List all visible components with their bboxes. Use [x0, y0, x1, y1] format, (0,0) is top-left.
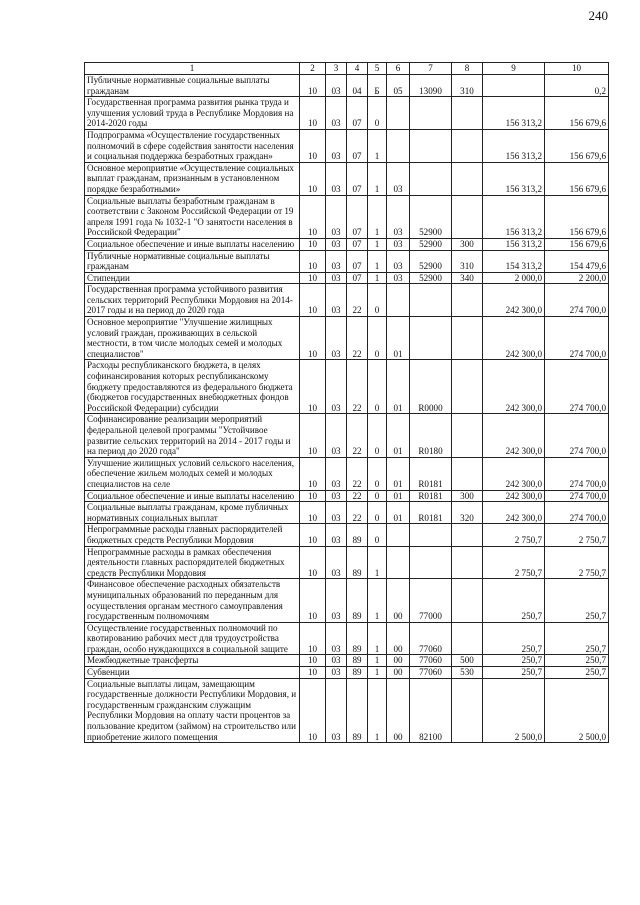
table-row — [85, 490, 609, 502]
header-cell: 9 — [483, 63, 545, 75]
code-cell: 03 — [326, 579, 347, 622]
code-cell: 530 — [452, 667, 483, 679]
code-cell — [452, 457, 483, 490]
table-row — [85, 284, 609, 317]
code-cell: 01 — [387, 360, 410, 414]
amount-cell: 274 700,0 — [545, 360, 609, 414]
code-cell: 03 — [326, 414, 347, 457]
code-cell: 77000 — [410, 579, 452, 622]
code-cell: 77060 — [410, 655, 452, 667]
code-cell: 00 — [387, 667, 410, 679]
code-cell — [452, 284, 483, 317]
amount-cell: 250,7 — [483, 579, 545, 622]
code-cell: 89 — [347, 667, 368, 679]
code-cell: 01 — [387, 414, 410, 457]
amount-cell: 274 700,0 — [545, 317, 609, 360]
code-cell: 1 — [368, 238, 387, 250]
code-cell: 1 — [368, 195, 387, 238]
amount-cell: 250,7 — [545, 667, 609, 679]
row-name-cell: Осуществление государственных полномочий по квотированию рабочих мест для трудоустройства граждан, особо нуждающихся в социальной защите — [85, 622, 300, 655]
row-name-cell: Публичные нормативные социальные выплаты гражданам — [85, 250, 300, 272]
table-row — [85, 129, 609, 162]
code-cell: 10 — [300, 502, 326, 524]
code-cell: 22 — [347, 360, 368, 414]
header-row — [85, 63, 609, 75]
code-cell — [452, 195, 483, 238]
code-cell: 22 — [347, 414, 368, 457]
code-cell — [452, 622, 483, 655]
code-cell: 0 — [368, 317, 387, 360]
code-cell: 03 — [326, 75, 347, 97]
code-cell: 1 — [368, 162, 387, 195]
row-name-cell: Социальные выплаты лицам, замещающим государственные должности Республики Мордовия, и государственным гражданским служащим Республики Мордовия на оплату части процентов за пользование кредитом (займом) на строительство или приобретение жилого помещения — [85, 678, 300, 743]
table-row — [85, 655, 609, 667]
code-cell: 0 — [368, 360, 387, 414]
table-row — [85, 678, 609, 743]
code-cell: 10 — [300, 97, 326, 130]
code-cell: 0 — [368, 502, 387, 524]
table-row — [85, 250, 609, 272]
code-cell: 03 — [326, 678, 347, 743]
amount-cell: 242 300,0 — [483, 317, 545, 360]
code-cell: 10 — [300, 238, 326, 250]
code-cell: 03 — [326, 284, 347, 317]
code-cell: 89 — [347, 622, 368, 655]
table-row — [85, 579, 609, 622]
code-cell: 1 — [368, 655, 387, 667]
row-name-cell: Социальные выплаты гражданам, кроме публичных нормативных социальных выплат — [85, 502, 300, 524]
table-row — [85, 238, 609, 250]
code-cell: 89 — [347, 524, 368, 546]
table-row — [85, 667, 609, 679]
code-cell: 1 — [368, 622, 387, 655]
row-name-cell: Стипендии — [85, 272, 300, 284]
amount-cell: 250,7 — [545, 622, 609, 655]
amount-cell: 156 679,6 — [545, 238, 609, 250]
code-cell: 1 — [368, 546, 387, 579]
table-row — [85, 524, 609, 546]
amount-cell: 2 750,7 — [483, 546, 545, 579]
table-body — [85, 75, 609, 743]
row-name-cell: Расходы республиканского бюджета, в целях софинансирования которых республиканскому бюджету предоставляются из федерального бюджета (бюджетов государственных внебюджетных фондов Российской Федерации) субсидии — [85, 360, 300, 414]
code-cell: 22 — [347, 284, 368, 317]
table-row — [85, 317, 609, 360]
header-cell: 1 — [85, 63, 300, 75]
code-cell: 03 — [326, 622, 347, 655]
code-cell: 10 — [300, 250, 326, 272]
row-name-cell: Межбюджетные трансферты — [85, 655, 300, 667]
code-cell: 03 — [326, 667, 347, 679]
code-cell: 03 — [326, 457, 347, 490]
row-name-cell: Социальное обеспечение и иные выплаты населению — [85, 490, 300, 502]
header-cell: 3 — [326, 63, 347, 75]
code-cell: 07 — [347, 129, 368, 162]
code-cell: 10 — [300, 75, 326, 97]
code-cell — [452, 579, 483, 622]
code-cell: 03 — [387, 250, 410, 272]
code-cell: 77060 — [410, 622, 452, 655]
code-cell: 0 — [368, 414, 387, 457]
header-cell: 10 — [545, 63, 609, 75]
code-cell: 07 — [347, 238, 368, 250]
code-cell: 03 — [387, 238, 410, 250]
code-cell: 10 — [300, 490, 326, 502]
code-cell: 0 — [368, 457, 387, 490]
amount-cell: 2 750,7 — [545, 524, 609, 546]
code-cell: 1 — [368, 129, 387, 162]
code-cell: 52900 — [410, 238, 452, 250]
code-cell: 300 — [452, 238, 483, 250]
row-name-cell: Социальное обеспечение и иные выплаты населению — [85, 238, 300, 250]
table-row — [85, 360, 609, 414]
code-cell: 22 — [347, 317, 368, 360]
code-cell — [410, 524, 452, 546]
code-cell: 89 — [347, 655, 368, 667]
page-number: 240 — [588, 8, 608, 23]
code-cell: 52900 — [410, 250, 452, 272]
code-cell: 500 — [452, 655, 483, 667]
code-cell: 10 — [300, 129, 326, 162]
amount-cell: 2 500,0 — [545, 678, 609, 743]
code-cell: 03 — [326, 524, 347, 546]
code-cell: 52900 — [410, 272, 452, 284]
code-cell: 00 — [387, 622, 410, 655]
amount-cell: 2 500,0 — [483, 678, 545, 743]
code-cell: 01 — [387, 317, 410, 360]
amount-cell: 242 300,0 — [483, 360, 545, 414]
header-cell: 4 — [347, 63, 368, 75]
amount-cell: 2 200,0 — [545, 272, 609, 284]
code-cell: 82100 — [410, 678, 452, 743]
code-cell: 03 — [326, 272, 347, 284]
amount-cell: 274 700,0 — [545, 414, 609, 457]
code-cell: 10 — [300, 284, 326, 317]
code-cell: 52900 — [410, 195, 452, 238]
row-name-cell: Государственная программа развития рынка труда и улучшения условий труда в Республике Мордовия на 2014-2020 годы — [85, 97, 300, 130]
row-name-cell: Социальные выплаты безработным гражданам в соответствии с Законом Российской Федерации от 19 апреля 1991 года № 1032-1 "О занятости населения в Российской Федерации" — [85, 195, 300, 238]
code-cell: 77060 — [410, 667, 452, 679]
code-cell: R0181 — [410, 457, 452, 490]
code-cell: 22 — [347, 457, 368, 490]
code-cell — [452, 162, 483, 195]
table-row — [85, 195, 609, 238]
table-row — [85, 75, 609, 97]
header-cell: 2 — [300, 63, 326, 75]
amount-cell: 156 679,6 — [545, 97, 609, 130]
code-cell — [410, 162, 452, 195]
header-cell: 6 — [387, 63, 410, 75]
code-cell — [410, 546, 452, 579]
amount-cell: 0,2 — [545, 75, 609, 97]
code-cell — [410, 317, 452, 360]
row-name-cell: Основное мероприятие «Осуществление социальных выплат гражданам, признанным в установленном порядке безработными» — [85, 162, 300, 195]
code-cell: 07 — [347, 162, 368, 195]
code-cell: 07 — [347, 272, 368, 284]
amount-cell: 274 700,0 — [545, 502, 609, 524]
code-cell: 03 — [326, 250, 347, 272]
code-cell: 10 — [300, 546, 326, 579]
row-name-cell: Публичные нормативные социальные выплаты гражданам — [85, 75, 300, 97]
amount-cell: 154 313,2 — [483, 250, 545, 272]
amount-cell: 154 479,6 — [545, 250, 609, 272]
code-cell: 10 — [300, 622, 326, 655]
code-cell: 00 — [387, 678, 410, 743]
table-row — [85, 97, 609, 130]
row-name-cell: Непрограммные расходы главных распорядителей бюджетных средств Республики Мордовия — [85, 524, 300, 546]
amount-cell: 156 313,2 — [483, 195, 545, 238]
code-cell: 0 — [368, 284, 387, 317]
code-cell: R0180 — [410, 414, 452, 457]
code-cell: 0 — [368, 490, 387, 502]
table-row — [85, 414, 609, 457]
amount-cell: 156 313,2 — [483, 162, 545, 195]
code-cell — [452, 97, 483, 130]
code-cell: 1 — [368, 667, 387, 679]
code-cell: 1 — [368, 250, 387, 272]
code-cell: 01 — [387, 490, 410, 502]
code-cell: 10 — [300, 579, 326, 622]
code-cell: 1 — [368, 272, 387, 284]
code-cell: 310 — [452, 75, 483, 97]
code-cell: 13090 — [410, 75, 452, 97]
amount-cell: 156 679,6 — [545, 195, 609, 238]
code-cell: 03 — [326, 546, 347, 579]
code-cell: 03 — [326, 360, 347, 414]
table-row — [85, 162, 609, 195]
code-cell: 89 — [347, 678, 368, 743]
code-cell: 10 — [300, 195, 326, 238]
code-cell: 03 — [326, 317, 347, 360]
code-cell: 10 — [300, 655, 326, 667]
code-cell: 00 — [387, 579, 410, 622]
code-cell: 89 — [347, 546, 368, 579]
amount-cell: 156 313,2 — [483, 238, 545, 250]
code-cell: 07 — [347, 195, 368, 238]
code-cell — [387, 284, 410, 317]
code-cell: R0181 — [410, 502, 452, 524]
code-cell — [410, 129, 452, 162]
header-cell: 8 — [452, 63, 483, 75]
code-cell: 03 — [387, 195, 410, 238]
code-cell: 07 — [347, 97, 368, 130]
code-cell: 10 — [300, 162, 326, 195]
row-name-cell: Подпрограмма «Осуществление государственных полномочий в сфере содействия занятости населения и социальная поддержка безработных граждан» — [85, 129, 300, 162]
code-cell: 10 — [300, 317, 326, 360]
amount-cell: 2 750,7 — [545, 546, 609, 579]
code-cell: 0 — [368, 524, 387, 546]
row-name-cell: Улучшение жилищных условий сельского населения, обеспечение жильем молодых семей и молодых специалистов на селе — [85, 457, 300, 490]
code-cell: 10 — [300, 414, 326, 457]
code-cell: 03 — [326, 195, 347, 238]
code-cell: 340 — [452, 272, 483, 284]
code-cell — [387, 524, 410, 546]
code-cell: R0181 — [410, 490, 452, 502]
code-cell: 04 — [347, 75, 368, 97]
code-cell: 01 — [387, 502, 410, 524]
amount-cell: 274 700,0 — [545, 490, 609, 502]
code-cell: R0000 — [410, 360, 452, 414]
code-cell — [452, 524, 483, 546]
code-cell: 00 — [387, 655, 410, 667]
amount-cell: 242 300,0 — [483, 502, 545, 524]
code-cell: 03 — [387, 272, 410, 284]
code-cell — [387, 129, 410, 162]
code-cell: 89 — [347, 579, 368, 622]
code-cell: 03 — [326, 238, 347, 250]
code-cell: 10 — [300, 360, 326, 414]
code-cell: 10 — [300, 667, 326, 679]
code-cell — [452, 317, 483, 360]
amount-cell: 274 700,0 — [545, 457, 609, 490]
table-row — [85, 502, 609, 524]
amount-cell: 156 313,2 — [483, 129, 545, 162]
amount-cell: 250,7 — [483, 622, 545, 655]
row-name-cell: Непрограммные расходы в рамках обеспечения деятельности главных распорядителей бюджетных средств Республики Мордовия — [85, 546, 300, 579]
code-cell: 01 — [387, 457, 410, 490]
code-cell: 03 — [326, 490, 347, 502]
code-cell: 10 — [300, 678, 326, 743]
table-row — [85, 546, 609, 579]
code-cell: 310 — [452, 250, 483, 272]
code-cell — [452, 129, 483, 162]
code-cell: 1 — [368, 579, 387, 622]
code-cell — [452, 546, 483, 579]
budget-table — [84, 62, 609, 743]
code-cell — [387, 97, 410, 130]
table-row — [85, 622, 609, 655]
code-cell: 320 — [452, 502, 483, 524]
code-cell: 10 — [300, 524, 326, 546]
code-cell: 03 — [326, 502, 347, 524]
code-cell: 0 — [368, 97, 387, 130]
code-cell: 300 — [452, 490, 483, 502]
amount-cell: 250,7 — [545, 579, 609, 622]
amount-cell — [483, 75, 545, 97]
code-cell — [452, 360, 483, 414]
row-name-cell: Софинансирование реализации мероприятий федеральной целевой программы "Устойчивое развитие сельских территорий на 2014 - 2017 годы и на период до 2020 года" — [85, 414, 300, 457]
amount-cell: 242 300,0 — [483, 490, 545, 502]
row-name-cell: Субвенции — [85, 667, 300, 679]
code-cell — [452, 678, 483, 743]
code-cell: 07 — [347, 250, 368, 272]
amount-cell: 250,7 — [483, 667, 545, 679]
code-cell: 03 — [326, 129, 347, 162]
header-cell: 5 — [368, 63, 387, 75]
code-cell: 22 — [347, 490, 368, 502]
code-cell: 03 — [326, 162, 347, 195]
code-cell: 1 — [368, 678, 387, 743]
row-name-cell: Основное мероприятие "Улучшение жилищных условий граждан, проживающих в сельской местности, в том числе молодых семей и молодых специалистов" — [85, 317, 300, 360]
amount-cell: 156 679,6 — [545, 129, 609, 162]
amount-cell: 250,7 — [483, 655, 545, 667]
amount-cell: 242 300,0 — [483, 457, 545, 490]
table-row — [85, 272, 609, 284]
code-cell — [452, 414, 483, 457]
amount-cell: 2 750,7 — [483, 524, 545, 546]
code-cell: 03 — [326, 97, 347, 130]
amount-cell: 242 300,0 — [483, 414, 545, 457]
code-cell: 03 — [326, 655, 347, 667]
code-cell — [410, 97, 452, 130]
amount-cell: 2 000,0 — [483, 272, 545, 284]
amount-cell: 156 313,2 — [483, 97, 545, 130]
code-cell: 10 — [300, 457, 326, 490]
code-cell: 22 — [347, 502, 368, 524]
table-row — [85, 457, 609, 490]
header-cell: 7 — [410, 63, 452, 75]
amount-cell: 242 300,0 — [483, 284, 545, 317]
code-cell — [410, 284, 452, 317]
amount-cell: 250,7 — [545, 655, 609, 667]
code-cell: 03 — [387, 162, 410, 195]
code-cell — [387, 546, 410, 579]
row-name-cell: Финансовое обеспечение расходных обязательств муниципальных образований по переданным для осуществления органам местного самоуправления государственным полномочиям — [85, 579, 300, 622]
code-cell: 05 — [387, 75, 410, 97]
row-name-cell: Государственная программа устойчивого развития сельских территорий Республики Мордовия на 2014-2017 годы и на период до 2020 года — [85, 284, 300, 317]
code-cell: Б — [368, 75, 387, 97]
code-cell: 10 — [300, 272, 326, 284]
amount-cell: 274 700,0 — [545, 284, 609, 317]
amount-cell: 156 679,6 — [545, 162, 609, 195]
